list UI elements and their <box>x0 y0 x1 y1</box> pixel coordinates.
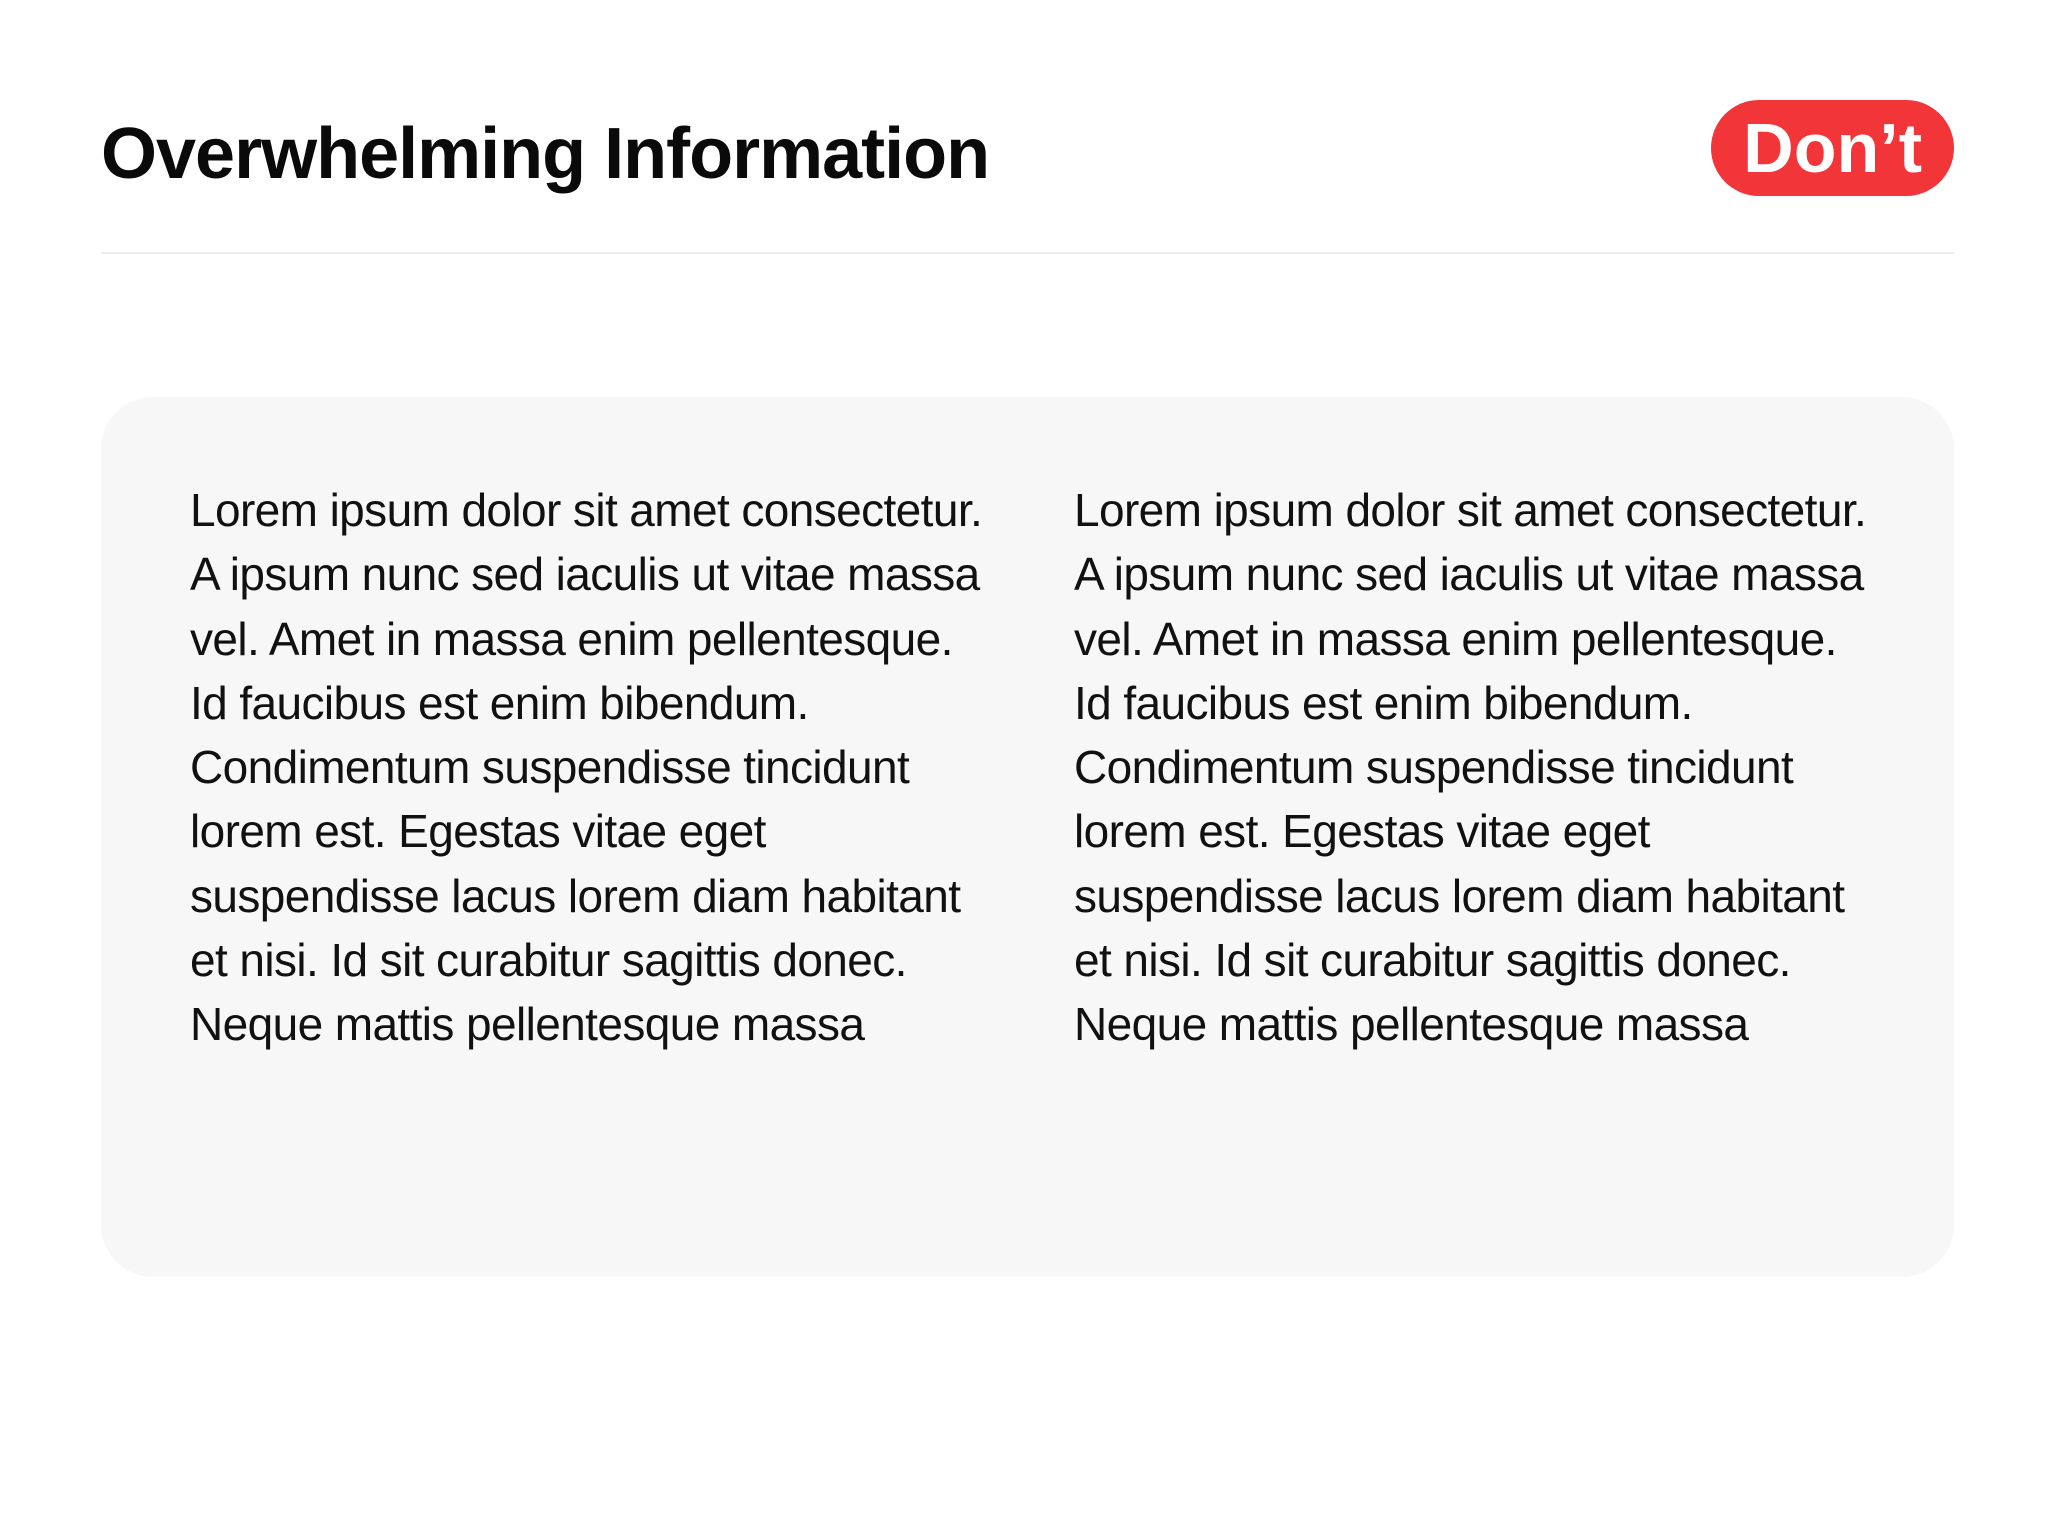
text-column-left: Lorem ipsum dolor sit amet consectetur. A ipsum nunc sed iaculis ut vitae massa vel. Amet in massa enim pellentesque. Id faucibus est enim bibendum. Condimentum suspendisse tincidunt lorem est. Egestas vitae eget suspendisse lacus lorem diam habitant et nisi. Id sit curabitur sagittis donec. Neque mattis pellentesque massa <box>190 484 983 1051</box>
content-card <box>101 397 1954 1277</box>
dont-badge: Don’t <box>1711 100 1954 196</box>
header <box>101 90 1954 220</box>
text-column-right: Lorem ipsum dolor sit amet consectetur. A ipsum nunc sed iaculis ut vitae massa vel. Amet in massa enim pellentesque. Id faucibus est enim bibendum. Condimentum suspendisse tincidunt lorem est. Egestas vitae eget suspendisse lacus lorem diam habitant et nisi. Id sit curabitur sagittis donec. Neque mattis pellentesque massa <box>1074 484 1867 1051</box>
page-title: Overwhelming Information <box>101 114 990 194</box>
header-divider <box>101 252 1954 254</box>
